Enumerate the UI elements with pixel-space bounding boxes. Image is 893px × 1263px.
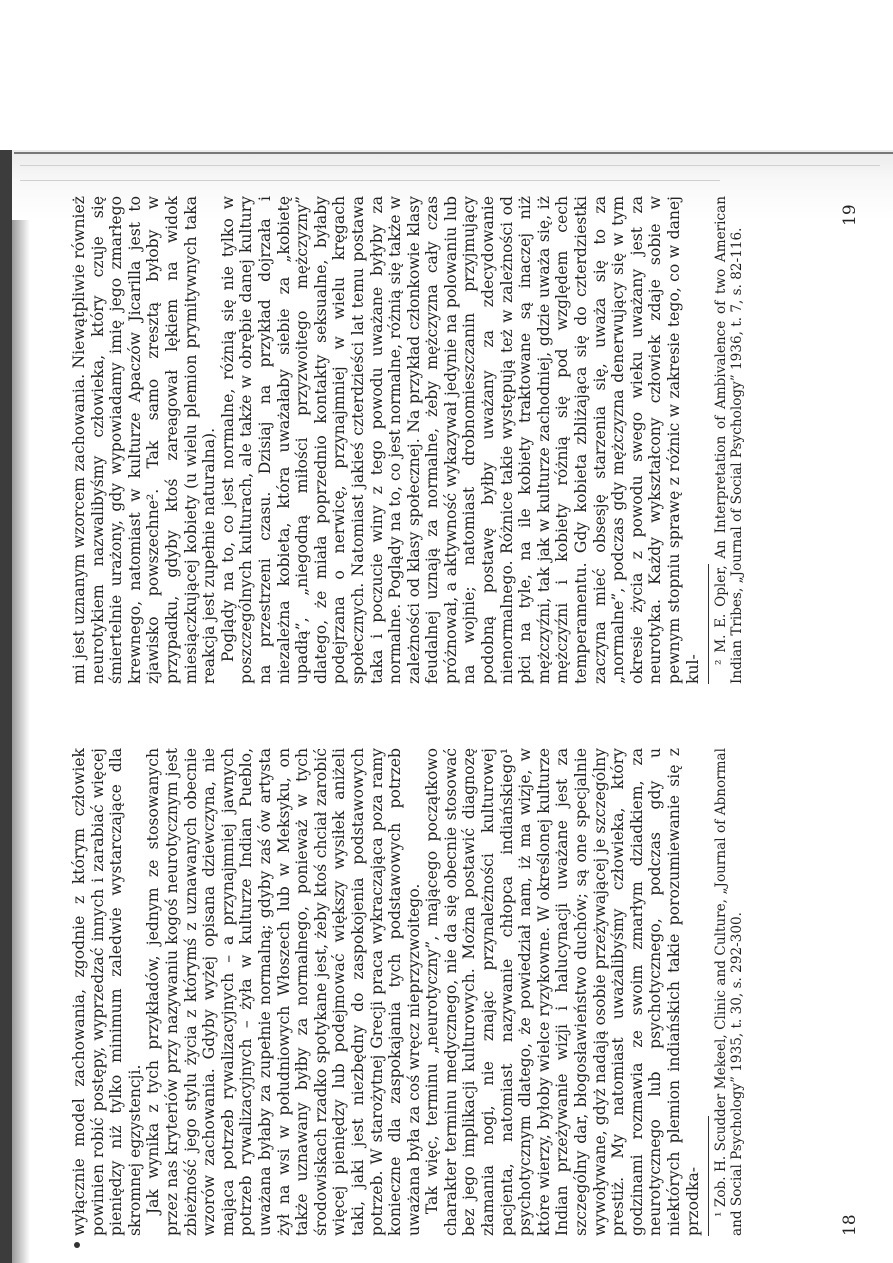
page-number-right: 19 <box>840 204 860 226</box>
right-page-column <box>70 196 860 684</box>
book-gutter <box>0 150 12 1263</box>
gutter-shadow <box>12 150 30 1263</box>
page-edge-line <box>14 152 893 154</box>
footnote-rule <box>708 564 709 684</box>
bullet-mark <box>74 1242 80 1248</box>
rotated-spread <box>70 196 860 1236</box>
page-edge-stripe <box>20 180 720 181</box>
page-number-left: 18 <box>840 1214 860 1236</box>
paragraph: Tak więc, terminu „neurotyczny”, mającego początkowo charakter terminu medycznego, nie da się obecnie stosować bez jego implikacji kulturowych. Można postawić diagnozę złamania nogi, nie znając przynależności kulturowej pacjenta, natomiast nazywanie chłopca indiańskiego¹ psychotycznym dlatego, że powiedział nam, iż ma wizje, w które wierzy, byłoby wielce ryzykowne. W określonej kulturze Indian przeżywanie wizji i halucynacji uważane jest za szczególny dar, błogosławieństwo duchów; są one specjalnie wywoływane, gdyż nadają osobie przeżywającej je szczególny prestiż. My natomiast uważalibyśmy człowieka, który godzinami rozmawia ze swoim zmarłym dziadkiem, za neurotycznego lub psychotycznego, podczas gdy u niektórych plemion indiańskich takie porozumiewanie się z przodka- <box>423 748 702 1236</box>
paragraph: Poglądy na to, co jest normalne, różnią się nie tylko w poszczególnych kulturach, ale także w obrębie danej kultury na przestrzeni czasu. Dzisiaj na przykład dojrzała i niezależna kobieta, która uważałaby siebie za „kobietę upadłą”, „niegodną miłości przyzwoitego mężczyzny” dlatego, że miała poprzednio kontakty seksualne, byłaby podejrzana o nerwicę, przynajmniej w wielu kręgach społecznych. Natomiast jakieś czterdzieści lat temu postawa taka i poczucie winy z tego powodu uważane byłyby za normalne. Poglądy na to, co jest normalne, różnią się także w zależności od klasy społecznej. Na przykład członkowie klasy feudalnej uznają za normalne, żeby mężczyzna cały czas próżnował, a aktywność wykazywał jedynie na polowaniu lub na wojnie; natomiast drobnomieszczanin przyjmujący podobną postawę byłby uważany za zdecydowanie nienormalnego. Różnice takie występują też w zależności od płci na tyle, na ile kobiety traktowane są inaczej niż mężczyźni, tak jak w kulturze zachodniej, gdzie uważa się, iż mężczyźni i kobiety różnią się pod względem cech temperamentu. Gdy kobieta zbliżająca się do czterdziestki zaczyna mieć obsesję starzenia się, uważa się to za „normalne”, podczas gdy mężczyzna denerwujący się w tym okresie życia z powodu swego wieku uważany jest za neurotyka. Każdy wykształcony człowiek zdaje sobie w pewnym stopniu sprawę z różnic w zakresie tego, co w danej kul- <box>218 196 702 684</box>
page-edge-stripe <box>20 165 880 166</box>
paragraph: wyłącznie model zachowania, zgodnie z którym człowiek powinien robić postępy, wyprzedzać innych i zarabiać więcej pieniędzy niż tylko minimum zaledwie wystarczające dla skromnej egzystencji. <box>70 748 144 1236</box>
footnote: ¹ Zob. H. Scudder Mekeel, Clinic and Culture, „Journal of Abnormal and Social Psychology” 1935, t. 30, s. 292-300. <box>713 748 746 1236</box>
paragraph: Jak wynika z tych przykładów, jednym ze stosowanych przez nas kryteriów przy nazywaniu kogoś neurotycznym jest zbieżność jego stylu życia z którymś z uznawanych obecnie wzorów zachowania. Gdyby wyżej opisana dziewczyna, nie mająca potrzeb rywalizacyjnych – a przynajmniej jawnych potrzeb rywalizacyjnych – żyła w kulturze Indian Pueblo, uważana byłaby za zupełnie normalną; gdyby zaś ów artysta żył na wsi w południowych Włoszech lub w Meksyku, on także uznawany byłby za normalnego, ponieważ w tych środowiskach rzadko spotykane jest, żeby ktoś chciał zarobić więcej pieniędzy lub podejmować większy wysiłek aniżeli taki, jaki jest niezbędny do zaspokojenia podstawowych potrzeb. W starożytnej Grecji praca wykraczająca poza ramy konieczne dla zaspokajania tych podstawowych potrzeb uważana była za coś wręcz nieprzyzwoitego. <box>144 748 423 1236</box>
footnote-rule <box>708 1116 709 1236</box>
footnote: ² M. E. Opler, An Interpretation of Ambivalence of two American Indian Tribes, „Journal of Social Psychology” 1936, t. 7, s. 82-116. <box>713 196 746 684</box>
paragraph: mi jest uznanym wzorcem zachowania. Niewątpliwie również neurotykiem nazwalibyśmy człowieka, który czuje się śmiertelnie urażony, gdy wypowiadamy imię jego zmarłego krewnego, natomiast w kulturze Apaczów Jicarilla jest to zjawisko powszechne². Tak samo zresztą byłoby w przypadku, gdyby ktoś zareagował lękiem na widok miesiączkującej kobiety (u wielu plemion prymitywnych taka reakcja jest zupełnie naturalna). <box>70 196 219 684</box>
left-page-column <box>70 748 860 1236</box>
